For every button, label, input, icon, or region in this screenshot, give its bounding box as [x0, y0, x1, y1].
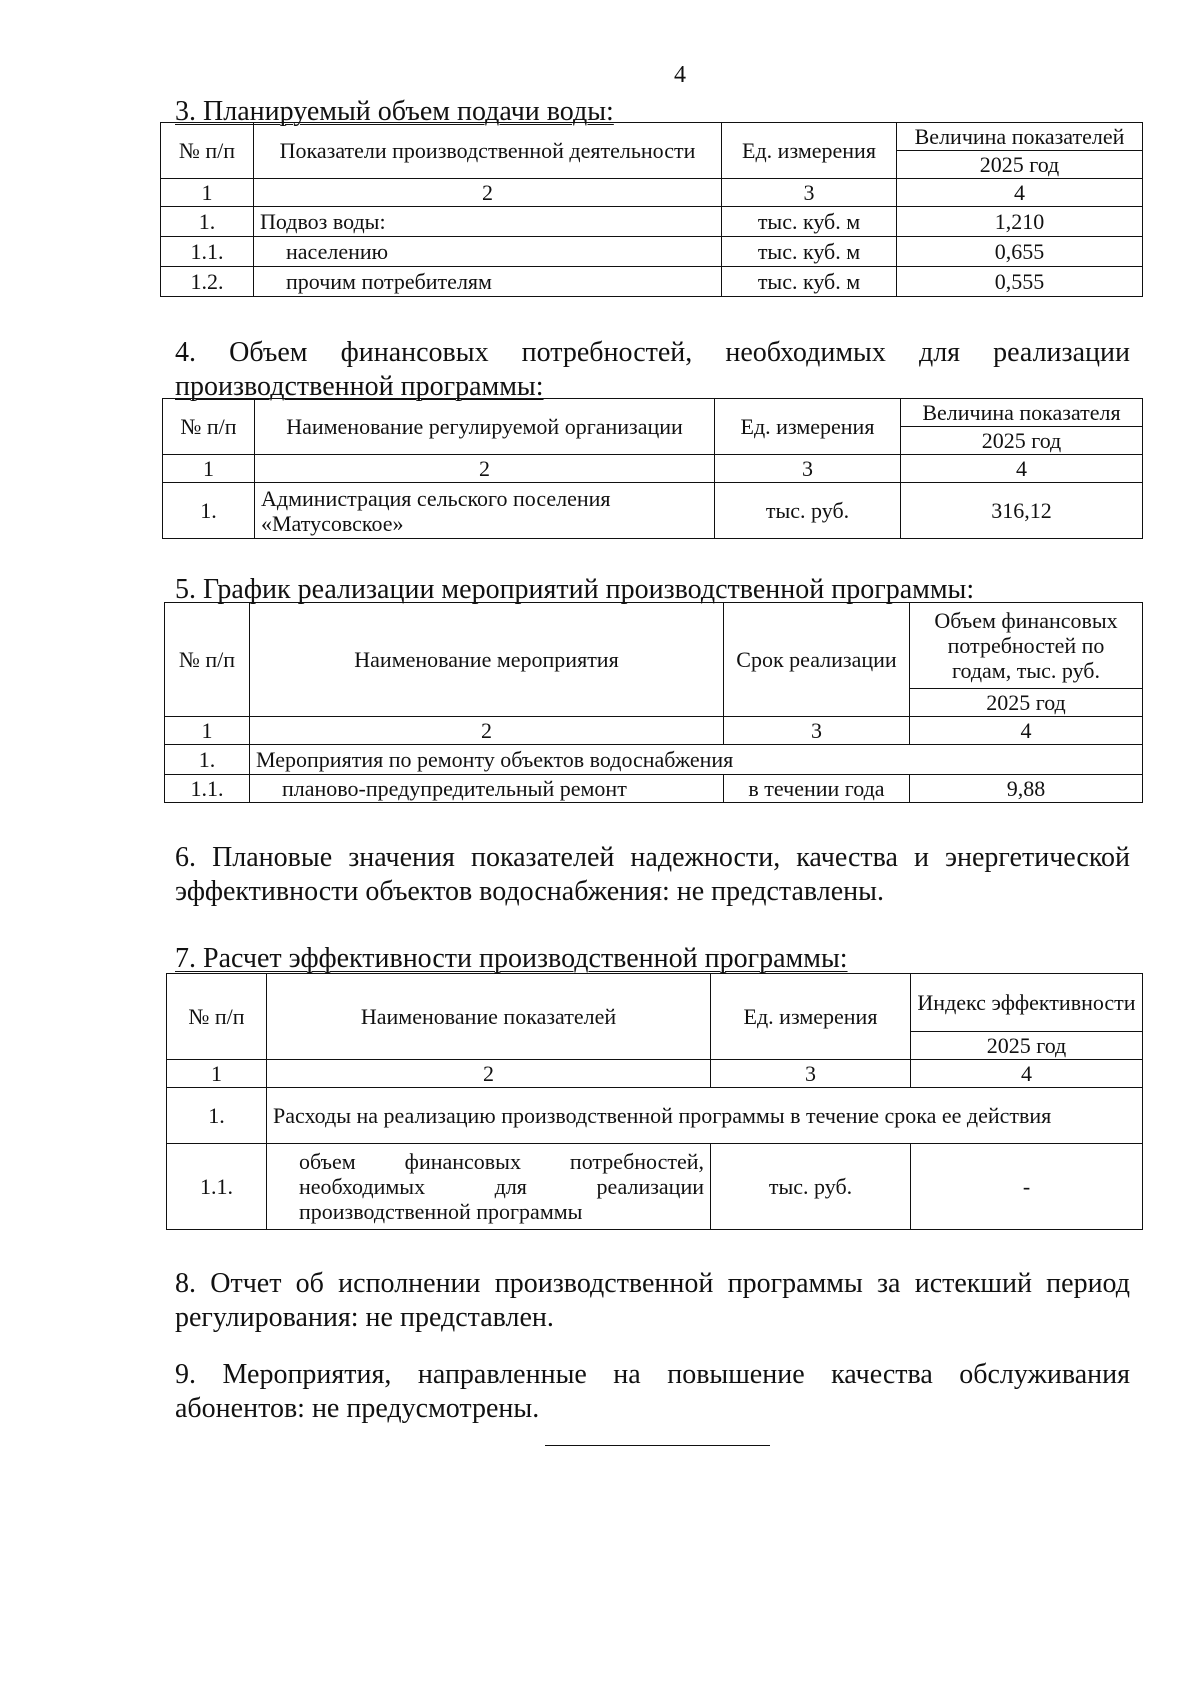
section4-title-line1: 4. Объем финансовых потребностей, необходимых для реализации: [175, 337, 1130, 368]
colnum: 1: [167, 1060, 267, 1088]
header-unit: Ед. измерения: [722, 123, 897, 179]
row-num: 1.2.: [161, 267, 254, 297]
section7-title: 7. Расчет эффективности производственной программы:: [175, 943, 848, 974]
row-num: 1.1.: [165, 775, 250, 803]
colnum: 3: [711, 1060, 911, 1088]
header-volume: Объем финансовых потребностей по годам, тыс. руб.: [910, 603, 1143, 689]
row-unit: тыс. руб.: [711, 1144, 911, 1230]
row-num: 1.: [163, 483, 255, 539]
row-name: прочим потребителям: [254, 267, 722, 297]
section4-title-line2: производственной программы:: [175, 371, 544, 402]
header-name: Наименование показателей: [267, 974, 711, 1060]
row-unit: тыс. куб. м: [722, 267, 897, 297]
colnum: 1: [161, 179, 254, 207]
header-num: № п/п: [163, 399, 255, 455]
section3-table: [160, 122, 1143, 297]
row-value: 0,655: [897, 237, 1143, 267]
colnum: 1: [165, 717, 250, 745]
colnum: 2: [254, 179, 722, 207]
row-term: в течении года: [724, 775, 910, 803]
row-num: 1.1.: [161, 237, 254, 267]
table-row: [165, 775, 1143, 803]
row-name: Подвоз воды:: [254, 207, 722, 237]
row-name: населению: [254, 237, 722, 267]
table-row: [167, 1144, 1143, 1230]
header-num: № п/п: [161, 123, 254, 179]
header-name: Наименование мероприятия: [250, 603, 724, 717]
colnum: 3: [724, 717, 910, 745]
header-index: Индекс эффективности: [911, 974, 1143, 1032]
row-value: 316,12: [901, 483, 1143, 539]
row-name: планово-предупредительный ремонт: [250, 775, 724, 803]
row-name: объем финансовых потребностей, необходимых для реализации производственной программы: [267, 1144, 711, 1230]
header-unit: Ед. измерения: [711, 974, 911, 1060]
table-row: [161, 237, 1143, 267]
section8-text: 8. Отчет об исполнении производственной программы за истекший период регулирования: не представлен.: [175, 1268, 1130, 1333]
header-unit: Ед. измерения: [715, 399, 901, 455]
section7-table: [166, 973, 1143, 1230]
group-name: Расходы на реализацию производственной программы в течение срока ее действия: [267, 1088, 1143, 1144]
row-name: Администрация сельского поселения «Матусовское»: [255, 483, 715, 539]
colnum: 4: [911, 1060, 1143, 1088]
row-num: 1.: [165, 745, 250, 775]
end-divider: [545, 1445, 770, 1446]
section4-title: [175, 336, 1130, 404]
table-row: [163, 483, 1143, 539]
colnum: 2: [267, 1060, 711, 1088]
page-number: 4: [674, 62, 686, 88]
colnum: 2: [250, 717, 724, 745]
row-num: 1.: [167, 1088, 267, 1144]
colnum: 2: [255, 455, 715, 483]
row-unit: тыс. куб. м: [722, 207, 897, 237]
section3-title: 3. Планируемый объем подачи воды:: [175, 96, 614, 127]
header-value: Величина показателя: [901, 399, 1143, 427]
section4-table: [162, 398, 1143, 539]
section6-text: 6. Плановые значения показателей надежности, качества и энергетической эффективности объектов водоснабжения: не представлены.: [175, 842, 1130, 907]
colnum: 1: [163, 455, 255, 483]
colnum: 4: [901, 455, 1143, 483]
header-num: № п/п: [165, 603, 250, 717]
section9-text: 9. Мероприятия, направленные на повышение качества обслуживания абонентов: не предусмотрены.: [175, 1359, 1130, 1424]
row-value: 0,555: [897, 267, 1143, 297]
header-value: Величина показателей: [897, 123, 1143, 151]
row-num: 1.1.: [167, 1144, 267, 1230]
table-row: [161, 207, 1143, 237]
table-row: [165, 745, 1143, 775]
row-value: 9,88: [910, 775, 1143, 803]
row-unit: тыс. куб. м: [722, 237, 897, 267]
header-year: 2025 год: [911, 1032, 1143, 1060]
header-term: Срок реализации: [724, 603, 910, 717]
header-indicator: Показатели производственной деятельности: [254, 123, 722, 179]
colnum: 3: [715, 455, 901, 483]
header-year: 2025 год: [910, 689, 1143, 717]
table-row: [161, 267, 1143, 297]
header-num: № п/п: [167, 974, 267, 1060]
colnum: 4: [897, 179, 1143, 207]
row-value: -: [911, 1144, 1143, 1230]
colnum: 3: [722, 179, 897, 207]
header-year: 2025 год: [897, 151, 1143, 179]
section5-table: [164, 602, 1143, 803]
row-unit: тыс. руб.: [715, 483, 901, 539]
row-value: 1,210: [897, 207, 1143, 237]
colnum: 4: [910, 717, 1143, 745]
row-num: 1.: [161, 207, 254, 237]
header-year: 2025 год: [901, 427, 1143, 455]
group-name: Мероприятия по ремонту объектов водоснабжения: [250, 745, 1143, 775]
section5-title: 5. График реализации мероприятий производственной программы:: [175, 574, 975, 605]
table-row: [167, 1088, 1143, 1144]
header-org: Наименование регулируемой организации: [255, 399, 715, 455]
